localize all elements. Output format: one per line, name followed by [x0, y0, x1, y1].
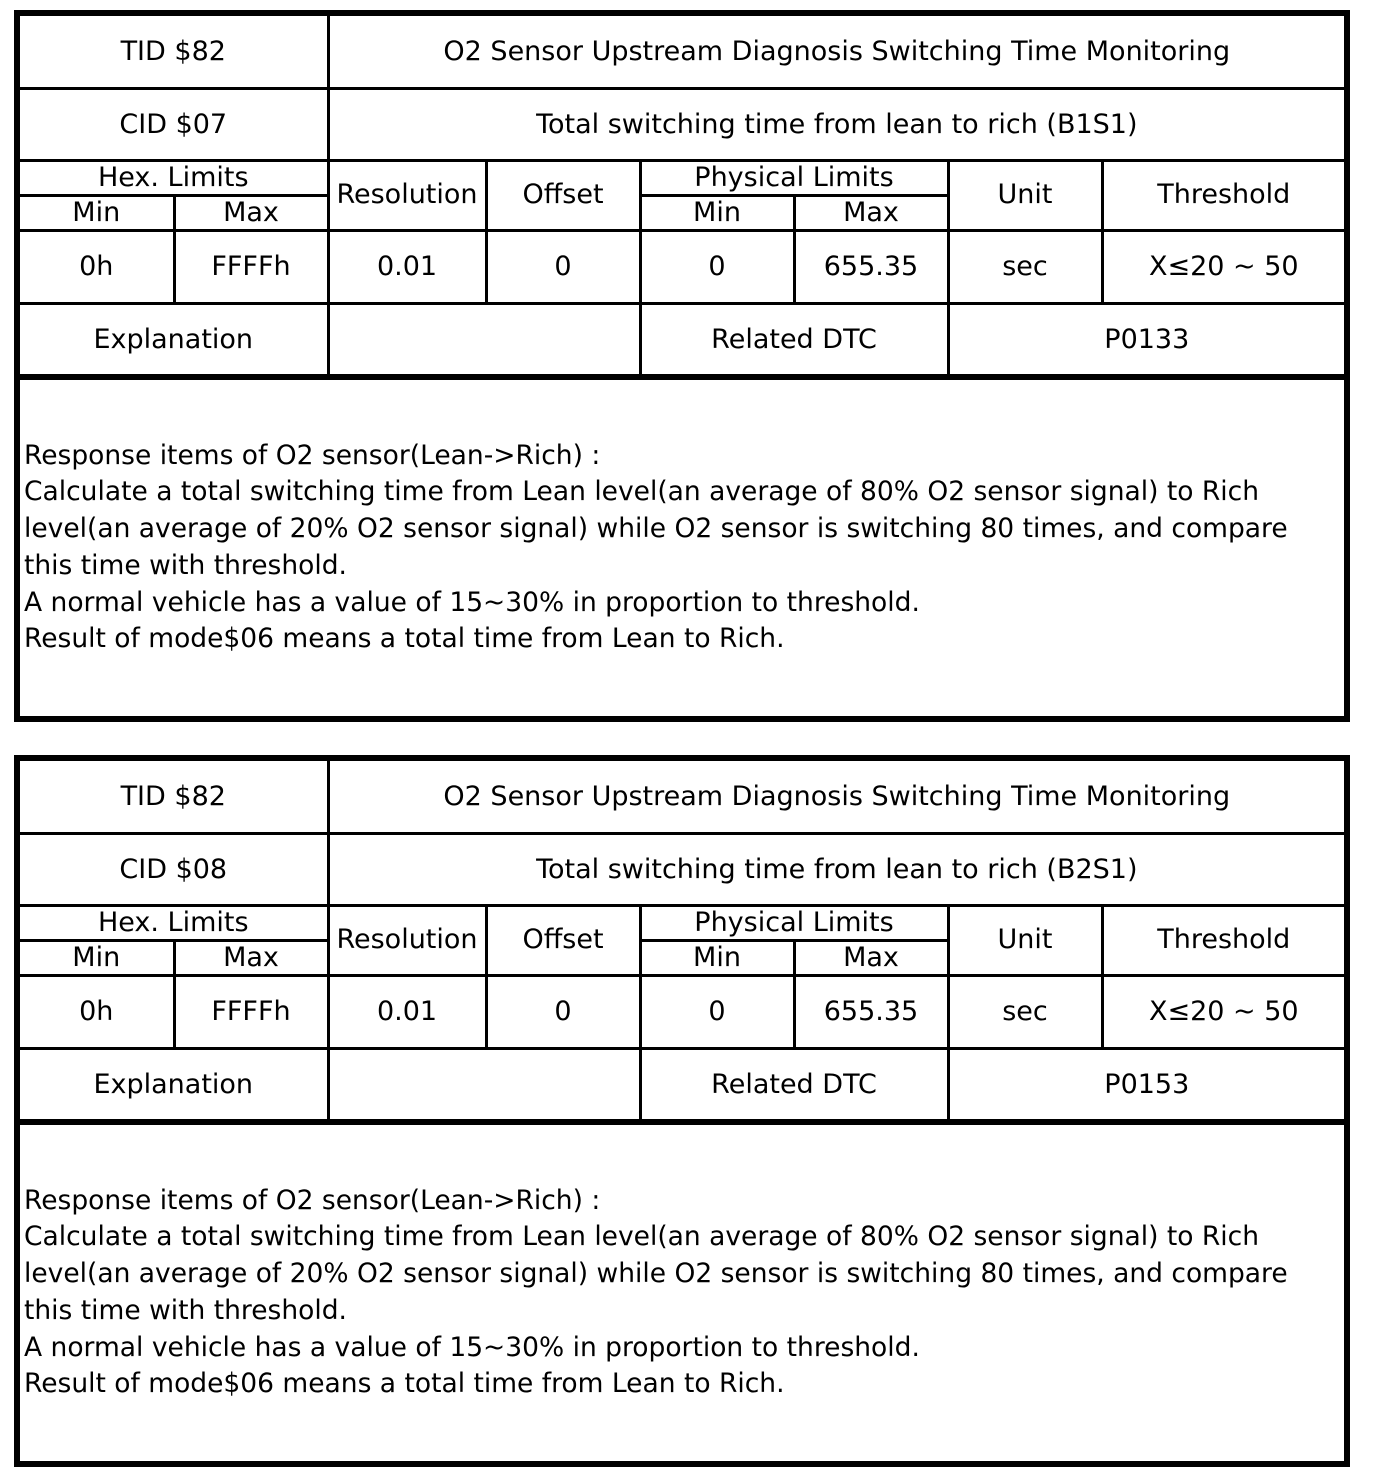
physical-limits-header: Physical Limits	[640, 905, 948, 940]
spec-table	[20, 761, 1344, 1122]
threshold-header: Threshold	[1102, 905, 1344, 975]
hex-min-value: 0h	[20, 230, 174, 303]
description-box	[20, 1122, 1344, 1447]
hex-min-value: 0h	[20, 975, 174, 1048]
hex-max-value: FFFFh	[174, 230, 328, 303]
description-line: A normal vehicle has a value of 15~30% in proportion to threshold.	[24, 586, 920, 618]
related-dtc-label: Related DTC	[640, 303, 948, 375]
hex-max-header: Max	[174, 940, 328, 975]
spec-table-cid-07	[14, 10, 1350, 722]
threshold-value: X≤20 ~ 50	[1102, 230, 1344, 303]
hex-max-value: FFFFh	[174, 975, 328, 1048]
hex-limits-header: Hex. Limits	[20, 160, 328, 195]
hex-min-header: Min	[20, 195, 174, 230]
phys-min-value: 0	[640, 230, 794, 303]
physical-limits-header: Physical Limits	[640, 160, 948, 195]
unit-value: sec	[948, 975, 1102, 1048]
tid-description: O2 Sensor Upstream Diagnosis Switching Time Monitoring	[328, 16, 1344, 88]
description-line: Calculate a total switching time from Lean level(an average of 80% O2 sensor signal) to Rich level(an average of 20% O2 sensor signal) while O2 sensor is switching 80 times, and compare this time with threshold.	[24, 1221, 1288, 1326]
offset-header: Offset	[486, 905, 640, 975]
explanation-value	[328, 303, 640, 375]
phys-max-value: 655.35	[794, 975, 948, 1048]
offset-header: Offset	[486, 160, 640, 230]
explanation-label: Explanation	[20, 303, 328, 375]
hex-max-header: Max	[174, 195, 328, 230]
offset-value: 0	[486, 230, 640, 303]
related-dtc-label: Related DTC	[640, 1048, 948, 1120]
description-box	[20, 377, 1344, 702]
related-dtc-value: P0153	[948, 1048, 1344, 1120]
threshold-value: X≤20 ~ 50	[1102, 975, 1344, 1048]
spec-table	[20, 16, 1344, 377]
phys-min-header: Min	[640, 940, 794, 975]
cid-description: Total switching time from lean to rich (B2S1)	[328, 833, 1344, 905]
resolution-header: Resolution	[328, 160, 486, 230]
threshold-header: Threshold	[1102, 160, 1344, 230]
resolution-value: 0.01	[328, 975, 486, 1048]
tid-label: TID $82	[20, 761, 328, 833]
description-line: Response items of O2 sensor(Lean->Rich) :	[24, 1184, 601, 1216]
tid-label: TID $82	[20, 16, 328, 88]
phys-max-header: Max	[794, 940, 948, 975]
description-line: Result of mode$06 means a total time from Lean to Rich.	[24, 1368, 785, 1400]
tid-description: O2 Sensor Upstream Diagnosis Switching Time Monitoring	[328, 761, 1344, 833]
phys-min-value: 0	[640, 975, 794, 1048]
hex-limits-header: Hex. Limits	[20, 905, 328, 940]
description-line: Calculate a total switching time from Lean level(an average of 80% O2 sensor signal) to Rich level(an average of 20% O2 sensor signal) while O2 sensor is switching 80 times, and compare this time with threshold.	[24, 476, 1288, 581]
unit-header: Unit	[948, 905, 1102, 975]
spec-table-cid-08	[14, 755, 1350, 1467]
hex-min-header: Min	[20, 940, 174, 975]
phys-max-header: Max	[794, 195, 948, 230]
cid-label: CID $08	[20, 833, 328, 905]
phys-min-header: Min	[640, 195, 794, 230]
offset-value: 0	[486, 975, 640, 1048]
unit-header: Unit	[948, 160, 1102, 230]
related-dtc-value: P0133	[948, 303, 1344, 375]
explanation-label: Explanation	[20, 1048, 328, 1120]
unit-value: sec	[948, 230, 1102, 303]
cid-label: CID $07	[20, 88, 328, 160]
description-line: Result of mode$06 means a total time from Lean to Rich.	[24, 623, 785, 655]
explanation-value	[328, 1048, 640, 1120]
description-line: A normal vehicle has a value of 15~30% in proportion to threshold.	[24, 1331, 920, 1363]
phys-max-value: 655.35	[794, 230, 948, 303]
resolution-header: Resolution	[328, 905, 486, 975]
cid-description: Total switching time from lean to rich (B1S1)	[328, 88, 1344, 160]
description-line: Response items of O2 sensor(Lean->Rich) :	[24, 439, 601, 471]
resolution-value: 0.01	[328, 230, 486, 303]
